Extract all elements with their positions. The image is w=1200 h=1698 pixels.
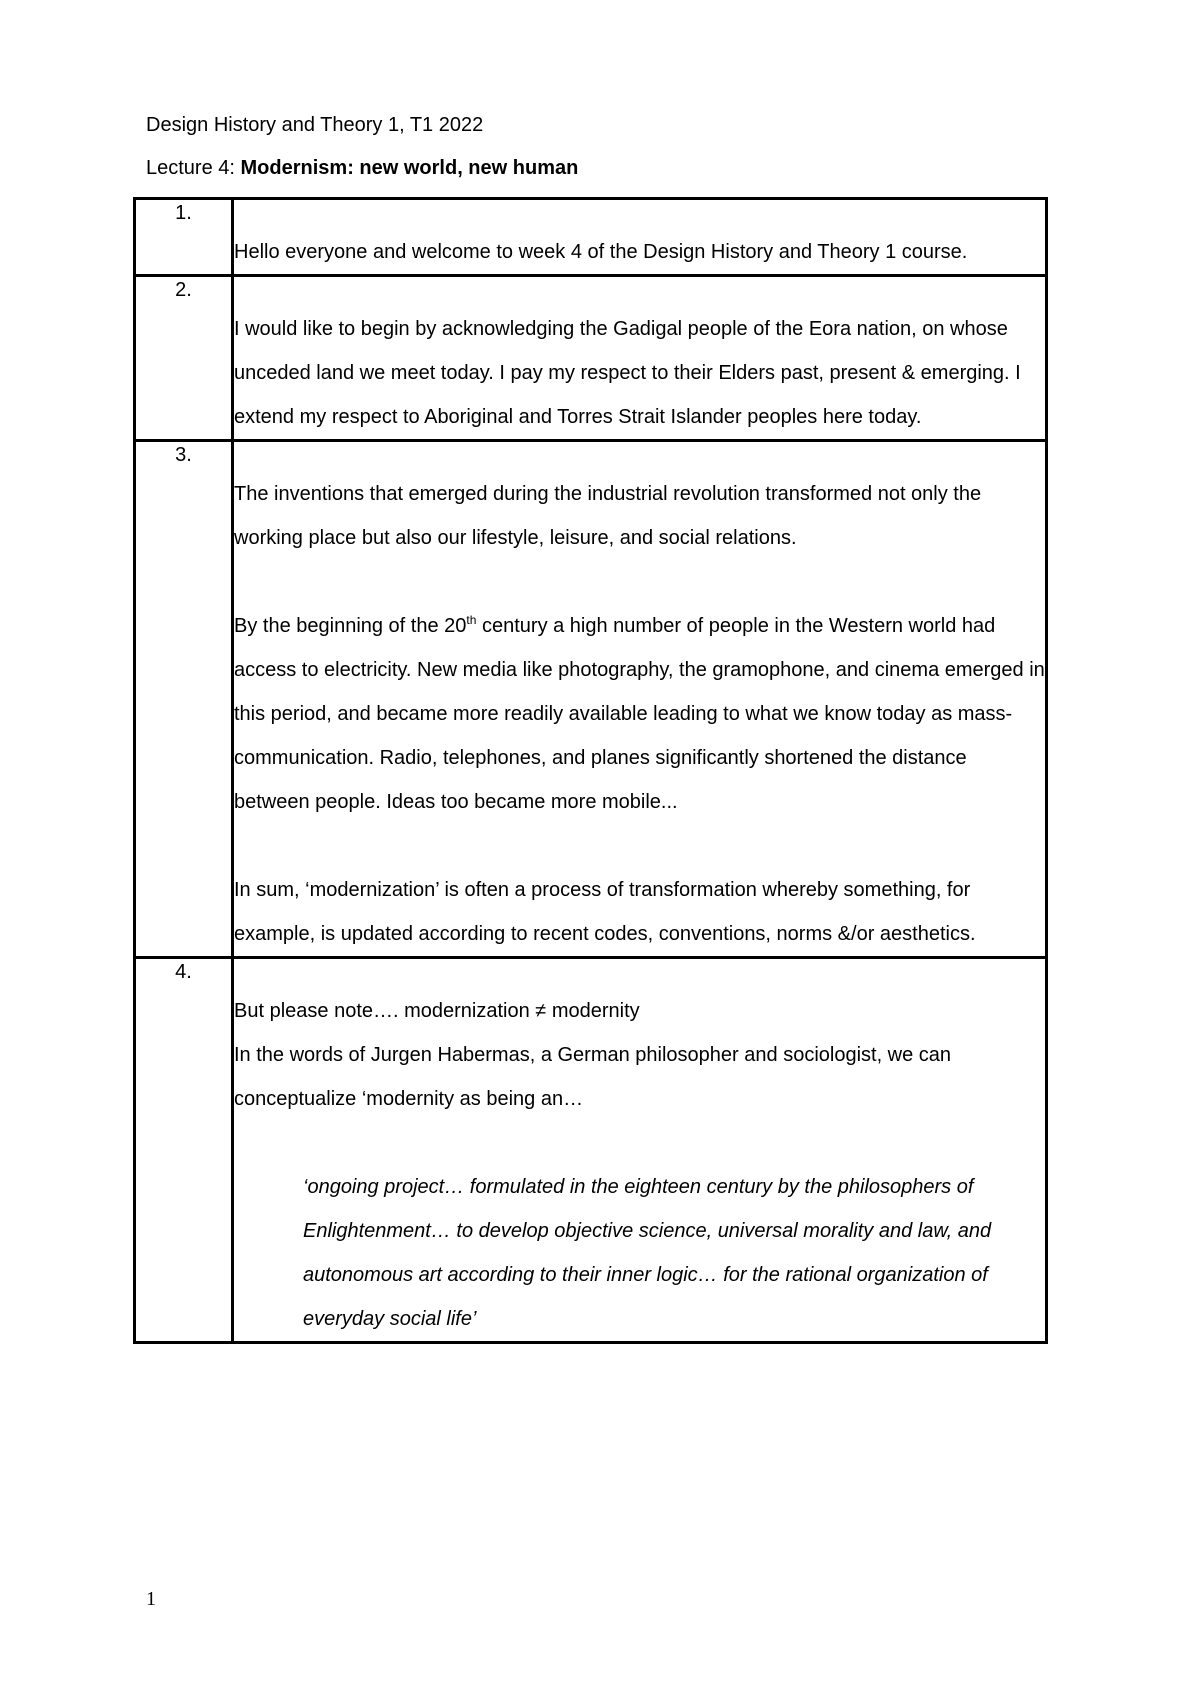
lecture-title: Modernism: new world, new human bbox=[240, 157, 579, 179]
text-run: By the beginning of the 20 bbox=[234, 615, 467, 637]
course-title: Design History and Theory 1, T1 2022 bbox=[146, 114, 484, 136]
text-run: century a high number of people in the Western world had access to electricity. New media like photography, the gramophone, and cinema emerged in this period, and became more readily available leading to what we know today as mass-communication. Radio, telephones, and planes significantly shortened the distance between people. Ideas too became more mobile... bbox=[234, 615, 1045, 813]
lecture-title-line bbox=[146, 156, 578, 180]
lecture-script-table bbox=[133, 197, 1048, 1344]
table-row bbox=[135, 958, 1047, 1343]
row-number: 4. bbox=[135, 958, 233, 1343]
paragraph bbox=[234, 604, 1045, 824]
lecture-prefix: Lecture 4: bbox=[146, 157, 241, 179]
table-row bbox=[135, 199, 1047, 276]
paragraph: Hello everyone and welcome to week 4 of the Design History and Theory 1 course. bbox=[234, 241, 968, 263]
paragraph: But please note…. modernization ≠ modernity bbox=[234, 1000, 640, 1022]
row-number: 3. bbox=[135, 441, 233, 958]
paragraph: The inventions that emerged during the industrial revolution transformed not only the working place but also our lifestyle, leisure, and social relations. bbox=[234, 483, 982, 549]
table-row bbox=[135, 441, 1047, 958]
row-number: 1. bbox=[135, 199, 233, 276]
row-number: 2. bbox=[135, 276, 233, 441]
row-text-cell bbox=[233, 199, 1047, 276]
row-text-cell bbox=[233, 276, 1047, 441]
superscript: th bbox=[466, 613, 477, 627]
table-row bbox=[135, 276, 1047, 441]
paragraph: In the words of Jurgen Habermas, a German philosopher and sociologist, we can conceptualize ‘modernity as being an… bbox=[234, 1044, 952, 1110]
row-text-cell bbox=[233, 958, 1047, 1343]
block-quote: ‘ongoing project… formulated in the eighteen century by the philosophers of Enlightenment… to develop objective science, universal morality and law, and autonomous art according to their inner logic… for the rational organization of everyday social life’ bbox=[303, 1176, 992, 1330]
paragraph: I would like to begin by acknowledging the Gadigal people of the Eora nation, on whose unceded land we meet today. I pay my respect to their Elders past, present & emerging. I extend my respect to Aboriginal and Torres Strait Islander peoples here today. bbox=[234, 318, 1021, 428]
paragraph: In sum, ‘modernization’ is often a process of transformation whereby something, for example, is updated according to recent codes, conventions, norms &/or aesthetics. bbox=[234, 879, 976, 945]
row-text-cell bbox=[233, 441, 1047, 958]
page-number: 1 bbox=[146, 1588, 156, 1610]
